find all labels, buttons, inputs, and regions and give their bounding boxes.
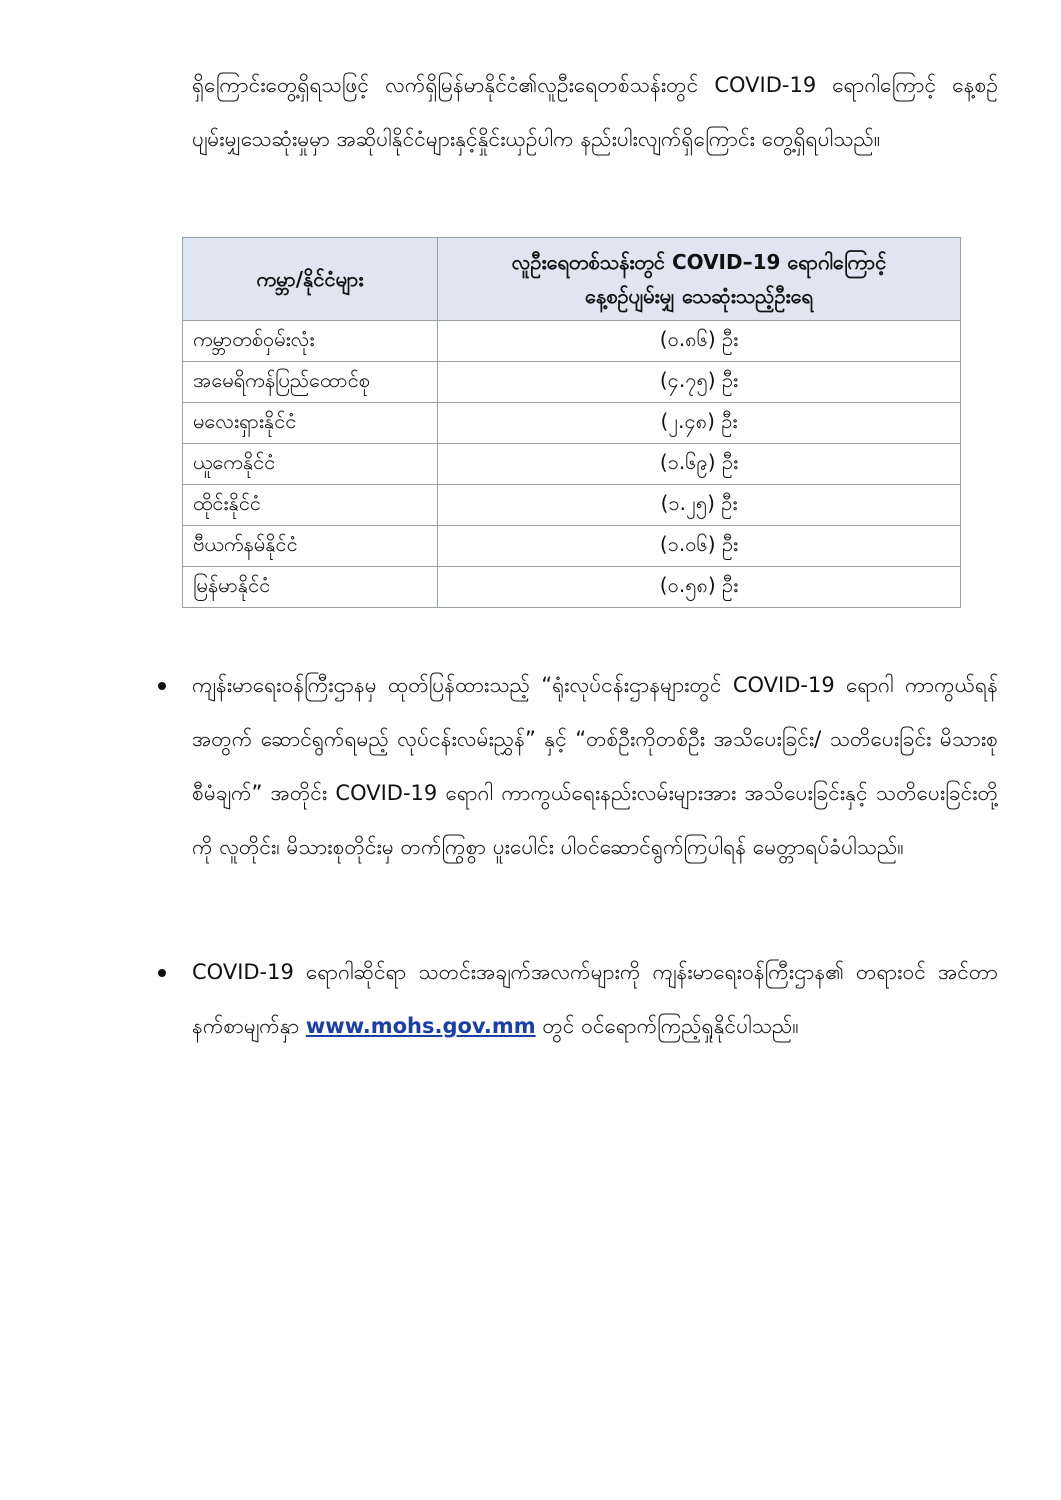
table-row [183,362,961,403]
table-row [183,485,961,526]
bullet-dot-icon [158,682,166,690]
row-value: (၀.၅၈) ဦး [438,567,961,608]
table-row [183,444,961,485]
row-region: ကမ္ဘာတစ်ဝှမ်းလုံး [183,321,438,362]
table-row [183,567,961,608]
row-value: (၁.၂၅) ဦး [438,485,961,526]
intro-paragraph: ရှိကြောင်းတွေ့ရှိရသဖြင့် လက်ရှိမြန်မာနိုင်ငံ၏လူဦးရေတစ်သန်းတွင် COVID-19 ရောဂါကြောင့် နေ့စဉ်ပျမ်းမျှသေဆုံးမှုမှာ အဆိုပါနိုင်ငံများနှင့်နှိုင်းယှဉ်ပါက နည်းပါးလျက်ရှိကြောင်း တွေ့ရှိရပါသည်။ [192,73,998,151]
covid-deaths-table [182,237,961,608]
bullet-dot-icon [158,969,166,977]
mohs-website-link[interactable]: www.mohs.gov.mm [305,1014,536,1038]
table-row [183,403,961,444]
row-region: ထိုင်းနိုင်ငံ [183,485,438,526]
row-value: (၄.၇၅) ဦး [438,362,961,403]
row-value: (၁.၆၉) ဦး [438,444,961,485]
header-daily-deaths-line1: လူဦးရေတစ်သန်းတွင် COVID–19 ရောဂါကြောင့် [511,250,887,274]
row-value: (၂.၄၈) ဦး [438,403,961,444]
header-daily-deaths-line2: နေ့စဉ်ပျမ်းမျှ သေဆုံးသည့်ဦးရေ [585,284,813,308]
row-region: ဗီယက်နမ်နိုင်ငံ [183,526,438,567]
bullet-text-after-link: တွင် ဝင်ရောက်ကြည့်ရှုနိုင်ပါသည်။ [535,1014,799,1038]
row-region: အမေရိကန်ပြည်ထောင်စု [183,362,438,403]
header-daily-deaths [438,238,961,321]
row-region: ယူကေနိုင်ငံ [183,444,438,485]
row-value: (၁.၀၆) ဦး [438,526,961,567]
bullet-item-website [150,945,998,1053]
table-row [183,321,961,362]
table-row [183,526,961,567]
bullet-text: ကျန်းမာရေးဝန်ကြီးဌာနမှ ထုတ်ပြန်ထားသည့် “ရုံးလုပ်ငန်းဌာနများတွင် COVID-19 ရောဂါ ကာကွယ်ရန်အတွက် ဆောင်ရွက်ရမည့် လုပ်ငန်းလမ်းညွှန်” နှင့် “တစ်ဦးကိုတစ်ဦး အသိပေးခြင်း/ သတိပေးခြင်း မိသားစုစီမံချက်” အတိုင်း COVID-19 ရောဂါ ကာကွယ်ရေးနည်းလမ်းများအား အသိပေးခြင်းနှင့် သတိပေးခြင်းတို့ကို လူတိုင်း၊ မိသားစုတိုင်းမှ တက်ကြွစွာ ပူးပေါင်း ပါဝင်ဆောင်ရွက်ကြပါရန် မေတ္တာရပ်ခံပါသည်။ [192,673,998,859]
header-region: ကမ္ဘာ/နိုင်ငံများ [183,238,438,321]
row-value: (၀.၈၆) ဦး [438,321,961,362]
row-region: မလေးရှားနိုင်ငံ [183,403,438,444]
row-region: မြန်မာနိုင်ငံ [183,567,438,608]
bullet-text [192,945,998,1053]
bullet-item-guidance [150,658,998,874]
table-header-row [183,238,961,321]
bullet-text-before-link: COVID-19 ရောဂါဆိုင်ရာ သတင်းအချက်အလက်များကို ကျန်းမာရေးဝန်ကြီးဌာန၏ တရားဝင် အင်တာနက်စာမျက်နှာ [192,960,998,1038]
